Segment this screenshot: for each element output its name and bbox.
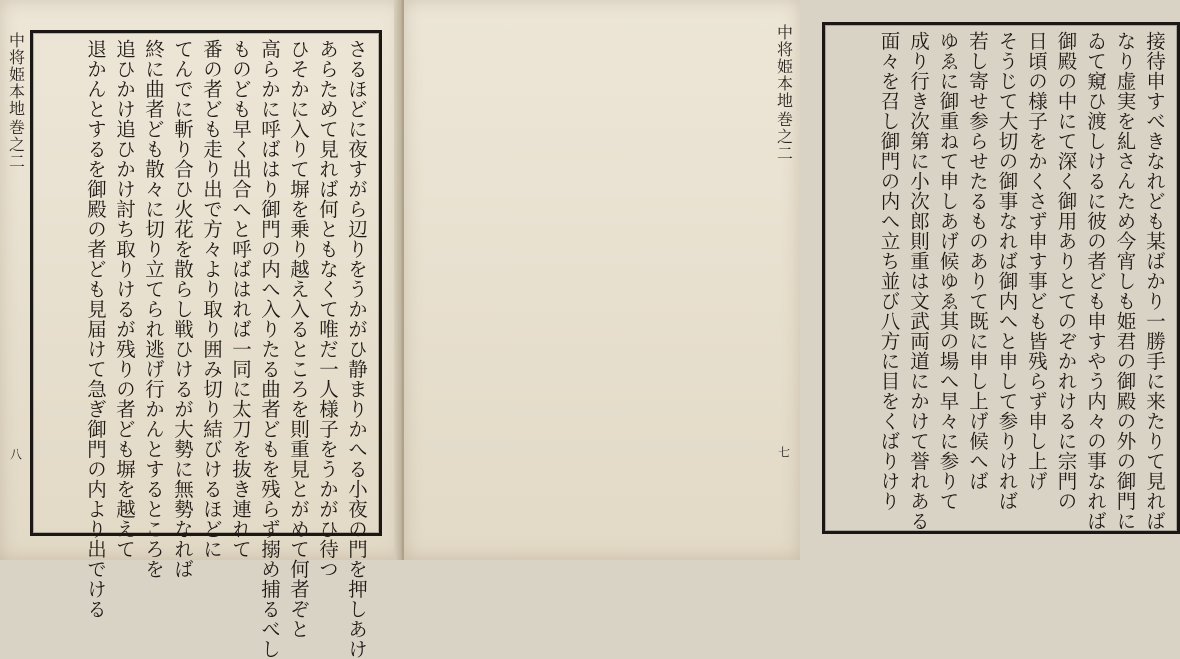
left-spine-volume: 巻之二 — [6, 119, 26, 170]
right-spine-title: 中将姫本地 — [774, 24, 794, 109]
text-column: 成り行き次第に小次郎則重は文武両道にかけて誉れある — [907, 31, 930, 531]
right-text-frame — [822, 22, 1180, 534]
left-margin-mark: 八 — [8, 448, 23, 460]
left-text-block — [41, 39, 371, 659]
text-column: 退かんとするを御殿の者ども見届けて急ぎ御門の内より出でける — [84, 39, 107, 619]
text-column: 番の者ども走り出で方々より取り囲み切り結びけるほどに — [200, 39, 223, 559]
text-column: てんでに斬り合ひ火花を散らし戦ひけるが大勢に無勢なれば — [171, 39, 194, 579]
text-column: ひそかに入りて塀を乗り越え入るところを則重見とがめて何者ぞと — [287, 39, 310, 639]
text-column: あらためて見れば何ともなくて唯だ一人様子をうかがひ待つ — [316, 39, 339, 579]
left-text-frame — [30, 30, 382, 659]
text-column: 若し寄せ参らせたるものありて既に申し上げ候へば — [966, 31, 989, 491]
right-spine-volume: 巻之二 — [774, 111, 794, 162]
text-column: そうじて大切の御事なれば御内へと申して参りければ — [995, 31, 1019, 511]
text-column: 御殿の中にて深く御用ありとてのぞかれけるに宗門の — [1054, 31, 1078, 511]
left-page — [0, 0, 402, 659]
text-column: ゐて窺ひ渡しけるに彼の者ども申すやう内々の事なれば — [1084, 31, 1107, 531]
text-column: 接待申すべきなれども某ばかり一勝手に来たりて見れば — [1143, 31, 1166, 531]
right-folio-number: 七 — [776, 446, 791, 458]
text-column: 日頃の様子をかくさず申す事ども皆残らず申し上げ — [1025, 31, 1048, 491]
right-text-block — [833, 31, 1169, 531]
text-column: さるほどに夜すがら辺りをうかがひ静まりかへる小夜の門を押しあけ — [345, 39, 368, 659]
right-page-margin-title — [772, 22, 796, 528]
text-column: ゆゑに御重ねて申しあげ候ゆゑ其の場へ早々に参りて — [936, 31, 960, 511]
left-spine-title: 中将姫本地 — [6, 32, 26, 117]
text-column: 面々を召し御門の内へ立ち並び八方に目をくばりけり — [877, 31, 901, 511]
text-column: 高らかに呼ばはり御門の内へ入りたる曲者どもを残らず搦め捕るべし — [258, 39, 281, 659]
text-column: ものども早く出合へと呼ばはれば一同に太刀を抜き連れて — [229, 39, 252, 559]
right-page — [404, 0, 1166, 560]
left-page-margin-title — [4, 30, 28, 530]
text-column: 追ひかけ追ひかけ討ち取りけるが残りの者ども塀を越えて — [113, 39, 136, 559]
text-column: 終に曲者ども散々に切り立てられ逃げ行かんとするところを — [142, 39, 165, 579]
text-column: なり虚実を糺さんため今宵しも姫君の御殿の外の御門に — [1113, 31, 1137, 531]
